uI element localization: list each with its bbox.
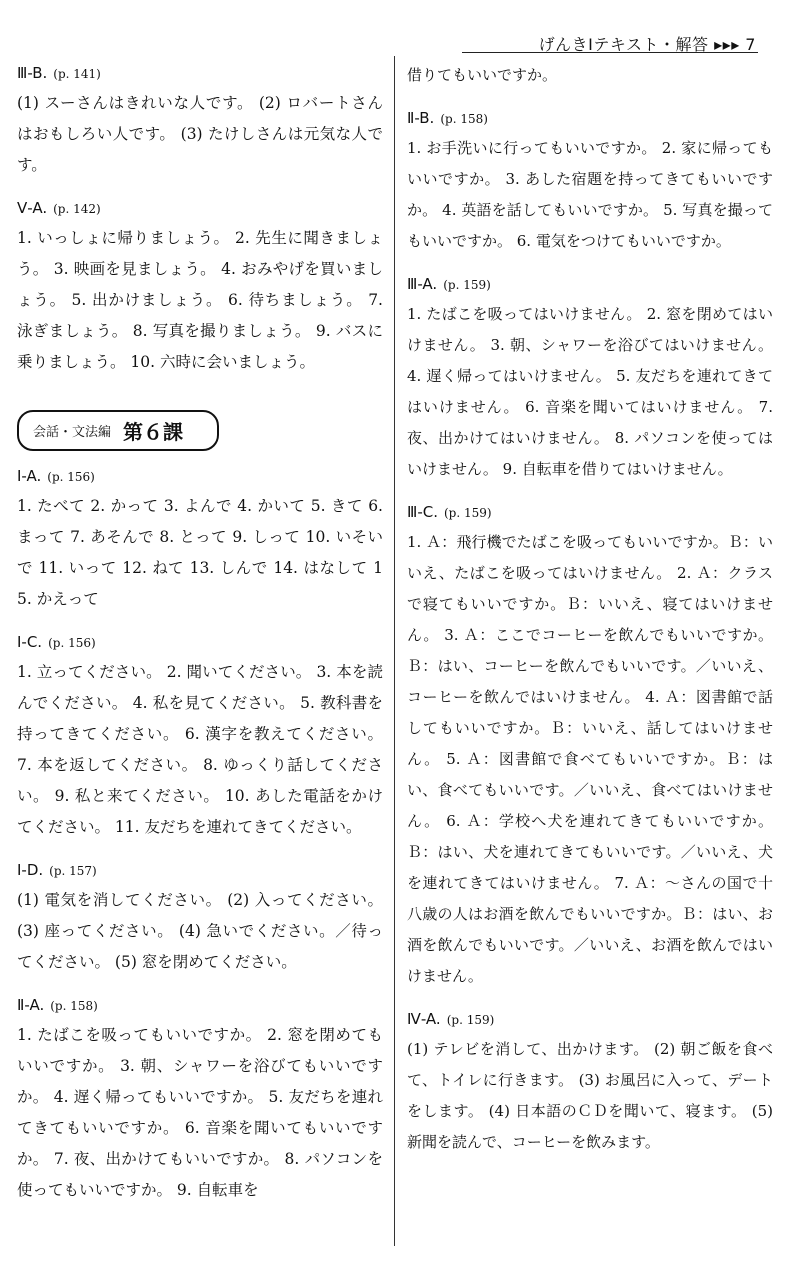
answer-text: 1. たばこを吸ってもいいですか。 2. 窓を閉めてもいいですか。 3. 朝、シャワーを浴びてもいいですか。 4. 遅く帰ってもいいですか。 5. 友だちを連れてきてもいいですか。 6. 音楽を聞いてもいいですか。 7. 夜、出かけてもいいですか。 8. パソコンを使ってもいいですか。 9. 自転車を <box>17 1026 383 1199</box>
section-heading <box>407 275 773 293</box>
answer-text: 1. お手洗いに行ってもいいですか。 2. 家に帰ってもいいですか。 3. あした宿題を持ってきてもいいですか。 4. 英語を話してもいいですか。 5. 写真を撮ってもいいですか。 6. 電気をつけてもいいですか。 <box>407 139 773 250</box>
section-label: Ⅰ-D. <box>17 861 44 879</box>
section-heading <box>17 199 383 217</box>
section-label: Ⅱ-B. <box>407 109 435 127</box>
answer-section-3c <box>407 503 773 992</box>
answer-section-3b <box>17 64 383 181</box>
section-heading <box>407 109 773 127</box>
section-heading <box>17 467 383 485</box>
column-divider <box>394 56 395 1246</box>
answer-section-2b <box>407 109 773 257</box>
page-reference: (p. 158) <box>440 112 488 126</box>
lesson-category: 会話・文法編 <box>33 425 112 440</box>
page-reference: (p. 156) <box>47 470 95 484</box>
lesson-name: 第６課 <box>123 420 184 444</box>
page-header: げんきⅠテキスト・解答 ▸▸▸ 7 <box>538 35 756 54</box>
page-reference: (p. 157) <box>49 864 97 878</box>
section-label: Ⅳ-A. <box>407 1010 441 1028</box>
section-heading <box>407 1010 773 1028</box>
page-reference: (p. 158) <box>50 999 98 1013</box>
answer-section-5a <box>17 199 383 378</box>
section-heading <box>407 503 773 521</box>
page-reference: (p. 141) <box>53 67 101 81</box>
right-column <box>407 60 773 1176</box>
answer-text: (1) テレビを消して、出かけます。 (2) 朝ご飯を食べて、トイレに行きます。 (3) お風呂に入って、デートをします。 (4) 日本語のＣＤを聞いて、寝ます。 (5) 新聞を読んで、コーヒーを飲みます。 <box>407 1040 773 1151</box>
answer-section-1c <box>17 633 383 843</box>
section-label: Ⅲ-C. <box>407 503 438 521</box>
answer-text: (1) スーさんはきれいな人です。 (2) ロバートさんはおもしろい人です。 (3) たけしさんは元気な人です。 <box>17 94 383 174</box>
answer-text: (1) 電気を消してください。 (2) 入ってください。 (3) 座ってください。 (4) 急いでください。／待ってください。 (5) 窓を閉めてください。 <box>17 891 383 971</box>
section-label: Ⅰ-A. <box>17 467 42 485</box>
page-reference: (p. 156) <box>48 636 96 650</box>
lesson-title-box <box>17 410 219 451</box>
section-label: Ⅲ-A. <box>407 275 438 293</box>
page-reference: (p. 159) <box>444 506 492 520</box>
answer-text: 1. 立ってください。 2. 聞いてください。 3. 本を読んでください。 4. 私を見てください。 5. 教科書を持ってきてください。 6. 漢字を教えてください。 7. 本を返してください。 8. ゆっくり話してください。 9. 私と来てください。 10. あした電話をかけてください。 11. 友だちを連れてきてください。 <box>17 663 383 836</box>
answer-section-4a <box>407 1010 773 1158</box>
section-heading <box>17 64 383 82</box>
answer-section-1a <box>17 467 383 615</box>
section-label: Ⅱ-A. <box>17 996 45 1014</box>
section-label: Ⅲ-B. <box>17 64 48 82</box>
answer-section-1d <box>17 861 383 978</box>
section-label: Ⅰ-C. <box>17 633 43 651</box>
continued-answer-text: 借りてもいいですか。 <box>407 66 558 84</box>
page-reference: (p. 142) <box>53 202 101 216</box>
page-reference: (p. 159) <box>443 278 491 292</box>
section-heading <box>17 996 383 1014</box>
section-heading <box>17 633 383 651</box>
page-reference: (p. 159) <box>446 1013 495 1027</box>
answer-text: 1. いっしょに帰りましょう。 2. 先生に聞きましょう。 3. 映画を見ましょう。 4. おみやげを買いましょう。 5. 出かけましょう。 6. 待ちましょう。 7. 泳ぎましょう。 8. 写真を撮りましょう。 9. バスに乗りましょう。 10. 六時に会いましょう。 <box>17 229 383 371</box>
section-label: Ⅴ-A. <box>17 199 48 217</box>
answer-section-3a <box>407 275 773 485</box>
answer-text: 1. たべて 2. かって 3. よんで 4. かいて 5. きて 6. まって 7. あそんで 8. とって 9. しって 10. いそいで 11. いって 12. ねて 13. しんで 14. はなして 15. かえって <box>17 497 383 608</box>
left-column <box>17 60 383 1224</box>
answer-text: 1. たばこを吸ってはいけません。 2. 窓を閉めてはいけません。 3. 朝、シャワーを浴びてはいけません。 4. 遅く帰ってはいけません。 5. 友だちを連れてきてはいけません。 6. 音楽を聞いてはいけません。 7. 夜、出かけてはいけません。 8. パソコンを使ってはいけません。 9. 自転車を借りてはいけません。 <box>407 305 773 478</box>
section-heading <box>17 861 383 879</box>
answer-section-2a <box>17 996 383 1206</box>
header-rule <box>462 52 758 53</box>
answer-text: 1. Ａ：飛行機でたばこを吸ってもいいですか。Ｂ：いいえ、たばこを吸ってはいけません。 2. Ａ：クラスで寝てもいいですか。Ｂ：いいえ、寝てはいけません。 3. Ａ：ここでコーヒーを飲んでもいいですか。Ｂ：はい、コーヒーを飲んでもいいです。／いいえ、コーヒーを飲んではいけません。 4. Ａ：図書館で話してもいいですか。Ｂ：いいえ、話してはいけません。 5. Ａ：図書館で食べてもいいですか。Ｂ：はい、食べてもいいです。／いいえ、食べてはいけません。 6. Ａ：学校へ犬を連れてきてもいいですか。Ｂ：はい、犬を連れてきてもいいです。／いいえ、犬を連れてきてはいけません。 7. Ａ：〜さんの国で十八歳の人はお酒を飲んでもいいですか。Ｂ：はい、お酒を飲んでもいいです。／いいえ、お酒を飲んではいけません。 <box>407 533 773 985</box>
